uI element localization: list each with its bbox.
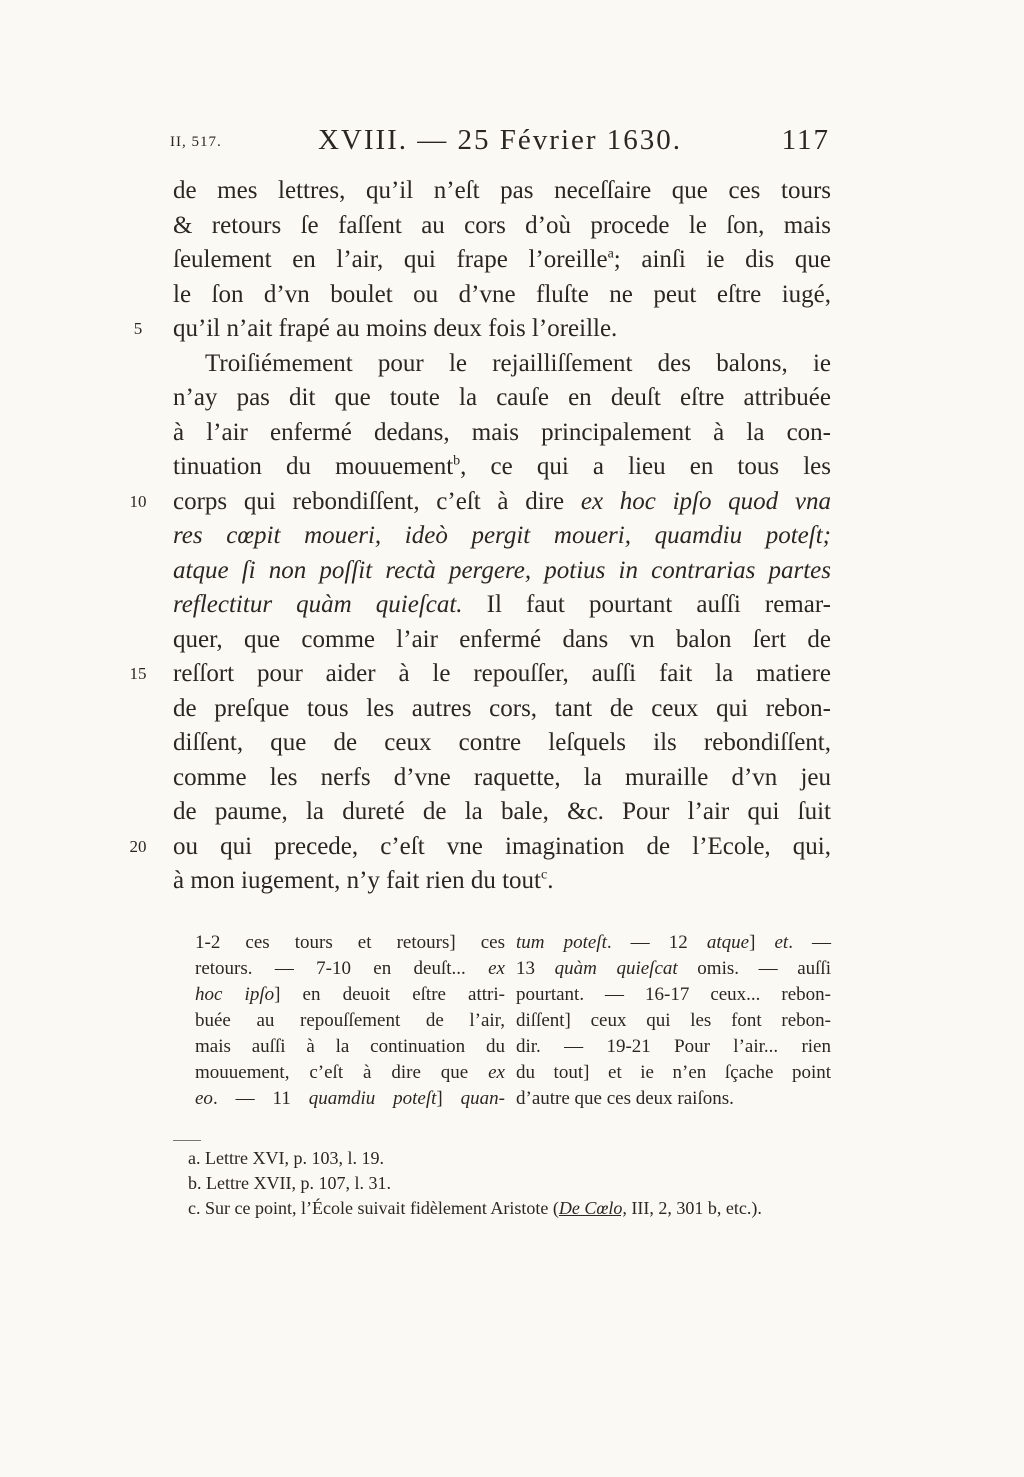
text-line [173,726,831,761]
page-number: 117 [781,124,830,156]
text-run: n’ay pas dit que toute la cauſe en deuſt eſtre attribuée [173,384,831,411]
variant-line [195,1060,505,1086]
text-line [173,554,831,589]
running-title: XVIII. — 25 Février 1630. [317,124,683,156]
latin-quotation: atque [706,932,750,953]
latin-quotation: reflectitur quàm quieſcat. [173,591,463,618]
footnote-c-rest: III, 2, 301 b, etc.). [626,1198,762,1218]
text-run: Troiſiémement pour le rejailliſſement des balons, ie [205,349,831,377]
footnote-marker: b [453,453,461,469]
text-run: ] [749,932,775,953]
text-line [129,657,831,692]
text-line [129,830,831,865]
text-run: qu’il n’ait frapé au moins deux fois l’oreille. [173,315,618,342]
text-run: . — 11 [212,1088,309,1109]
text-line [173,450,831,485]
text-run: diſſent, que de ceux contre leſquels ils rebondiſſent, [173,729,831,756]
text-line [173,795,831,830]
latin-quotation: hoc ipſo [195,984,275,1005]
text-line [173,864,831,899]
running-header [170,124,830,168]
text-run: omis. — auſſi [677,958,831,979]
text-run: le ſon d’vn boulet ou d’vne fluſte ne peut eſtre iugé, [173,280,831,308]
variants-left-column [195,930,505,1112]
text-run: , ce qui a lieu en tous les [460,453,831,480]
footnote-c [173,1196,831,1221]
latin-quotation: ex [488,958,505,979]
footnote-rule [173,1140,201,1141]
latin-quotation: quàm quieſcat [554,958,678,979]
text-line [133,312,831,347]
text-run: ] en deuoit eſtre attri- [274,984,505,1005]
text-run: d’autre que ces deux raiſons. [516,1088,734,1109]
latin-quotation: et [774,932,789,953]
text-run: buée au repouſſement de l’air, [195,1010,505,1031]
latin-quotation: ex [488,1062,505,1083]
text-run: corps qui rebondiſſent, c’eſt à dire [173,487,581,515]
variant-line [516,982,831,1008]
text-run: 1-2 ces tours et retours] ces [195,932,505,953]
variant-line [195,982,505,1008]
text-run: ou qui precede, c’eſt vne imagination de l’Ecole, qui, [173,832,831,860]
text-line [173,623,831,658]
variant-line [516,1008,831,1034]
variant-line [195,930,505,956]
text-run: à mon iugement, n’y fait rien du tout [173,867,541,894]
variant-line [516,1060,831,1086]
latin-quotation: tum poteſt [516,932,607,953]
variant-line [516,1086,831,1112]
latin-quotation: quamdiu poteſt [308,1088,437,1109]
text-run: de mes lettres, qu’il n’eſt pas neceſſaire que ces tours [173,177,831,204]
text-run: ſeulement en l’air, qui frape l’oreille [173,246,608,273]
footnote-c-title: De Cœlo, [558,1198,627,1218]
text-line [129,485,831,520]
footnotes [173,1146,831,1221]
main-text [129,174,831,899]
text-run: retours. — 7-10 en deuſt... [195,958,489,979]
footnote-marker: a [607,246,614,262]
latin-quotation: eo [195,1088,213,1109]
text-run: . — [788,932,832,953]
variant-line [195,956,505,982]
latin-quotation: atque ſi non poſſit rectà pergere, potius in contrarias partes [173,556,831,584]
text-run: comme les nerfs d’vne raquette, la muraille d’vn jeu [173,763,831,791]
variants-right-column [516,930,831,1112]
line-number: 5 [133,319,143,338]
text-line [173,761,831,796]
text-run: du tout] et ie n’en ſçache point [516,1062,831,1083]
text-line [173,278,831,313]
latin-quotation: ex hoc ipſo quod vna [580,487,831,515]
text-run: diſſent] ceux qui les font rebon- [516,1010,831,1031]
text-run: à l’air enfermé dedans, mais principalement à la con- [173,418,831,446]
footnote-c-text: c. Sur ce point, l’École suivait fidèlement Aristote ( [188,1198,559,1218]
variant-line [516,930,831,956]
text-run: pourtant. — 16-17 ceux... rebon- [516,984,831,1005]
footnote-marker: c [540,867,548,883]
footnote-b: b. Lettre XVII, p. 107, l. 31. [188,1173,391,1193]
latin-quotation: res cœpit moueri, ideò pergit moueri, quamdiu poteſt; [173,522,831,549]
line-number: 10 [129,491,147,511]
text-run: de preſque tous les autres cors, tant de ceux qui rebon- [173,694,831,722]
line-number: 20 [129,836,147,856]
latin-quotation: quan- [460,1088,505,1109]
text-line [173,588,831,623]
variant-line [516,1034,831,1060]
footnote-a: a. Lettre XVI, p. 103, l. 19. [188,1148,384,1168]
text-run: . — 12 [606,932,707,953]
text-run: reſſort pour aider à le repouſſer, auſſi fait la matiere [173,660,831,687]
text-line [173,209,831,244]
text-run: ; ainſi ie dis que [613,246,831,273]
text-run: mais auſſi à la continuation du [195,1036,505,1057]
variant-line [195,1086,505,1112]
text-run: 13 [516,958,555,979]
text-run: & retours ſe faſſent au cors d’où procede le ſon, mais [173,211,831,239]
text-line [173,381,831,416]
text-line [173,347,831,382]
text-line [173,243,831,278]
text-run: Il faut pourtant auſſi remar- [462,591,831,618]
text-run: mouuement, c’eſt à dire que [195,1062,489,1083]
text-line [173,174,831,209]
text-run: de paume, la dureté de la bale, &c. Pour l’air qui ſuit [173,798,831,825]
edition-reference: II, 517. [170,134,222,150]
text-run: ] [436,1088,461,1109]
variant-line [195,1008,505,1034]
text-line [173,519,831,554]
line-number: 15 [129,664,147,683]
text-run: tinuation du mouuement [173,453,454,480]
text-run: dir. — 19-21 Pour l’air... rien [516,1036,831,1057]
text-run: . [547,867,554,894]
text-line [173,416,831,451]
text-run: quer, que comme l’air enfermé dans vn balon ſert de [173,625,831,653]
variant-line [516,956,831,982]
text-line [173,692,831,727]
variant-line [195,1034,505,1060]
